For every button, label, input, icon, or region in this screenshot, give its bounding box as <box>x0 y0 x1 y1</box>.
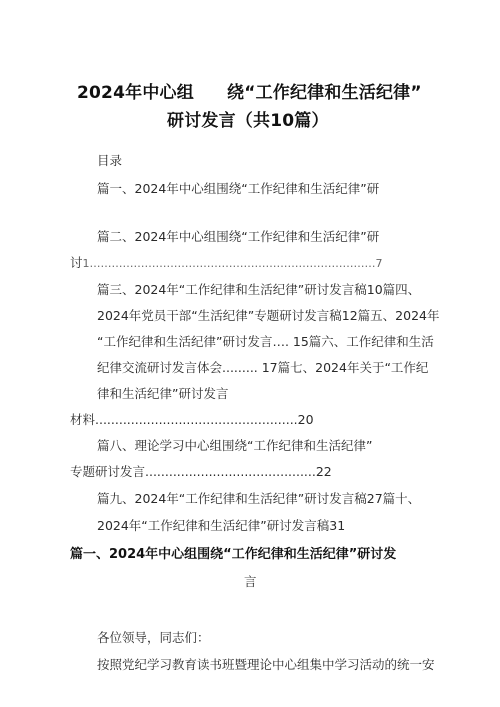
toc-leader-dots: 1……………………………………………………………………7 <box>82 257 383 270</box>
toc-entry-9[interactable]: 篇八、理论学习中心组围绕“工作纪律和生活纪律” <box>97 438 373 453</box>
body-paragraph-line: 按照党纪学习教育读书班暨理论中心组集中学习活动的统一安 <box>97 657 435 672</box>
toc-entry-2[interactable]: 篇二、2024年中心组围绕“工作纪律和生活纪律”研 <box>97 229 380 244</box>
toc-entry-2-cont-text: 讨 <box>70 255 83 270</box>
toc-entry-3[interactable]: 篇三、2024年“工作纪律和生活纪律”研讨发言稿10篇四、 <box>97 282 421 297</box>
toc-entry-7[interactable]: 律和生活纪律”研讨发言 <box>97 386 229 401</box>
toc-heading: 目录 <box>97 153 123 168</box>
toc-entry-5[interactable]: “工作纪律和生活纪律”研讨发言…. 15篇六、工作纪律和生活 <box>97 334 434 349</box>
toc-entry-8[interactable]: 材料...................................................20 <box>70 412 314 427</box>
toc-entry-4[interactable]: 2024年党员干部“生活纪律”专题研讨发言稿12篇五、2024年 <box>97 308 440 323</box>
doc-title-line2: 研讨发言（共10篇） <box>167 111 329 131</box>
greeting: 各位领导，同志们： <box>97 630 210 645</box>
section-title: 篇一、2024年中心组围绕“工作纪律和生活纪律”研讨发 <box>70 547 397 562</box>
toc-entry-11[interactable]: 篇九、2024年“工作纪律和生活纪律”研讨发言稿27篇十、 <box>97 491 421 506</box>
doc-title-line1-b: 绕“工作纪律和生活纪律” <box>227 83 422 103</box>
doc-title-line1-a: 2024年中心组 <box>77 83 194 103</box>
toc-entry-6[interactable]: 纪律交流研讨发言体会......... 17篇七、2024年关于“工作纪 <box>97 360 429 375</box>
section-title-cont: 言 <box>244 574 257 589</box>
toc-entry-2-cont[interactable] <box>70 253 383 271</box>
toc-entry-1[interactable]: 篇一、2024年中心组围绕“工作纪律和生活纪律”研 <box>97 181 380 196</box>
toc-entry-12[interactable]: 2024年“工作纪律和生活纪律”研讨发言稿31 <box>97 518 346 533</box>
toc-entry-10[interactable]: 专题研讨发言...........................................22 <box>70 464 332 479</box>
